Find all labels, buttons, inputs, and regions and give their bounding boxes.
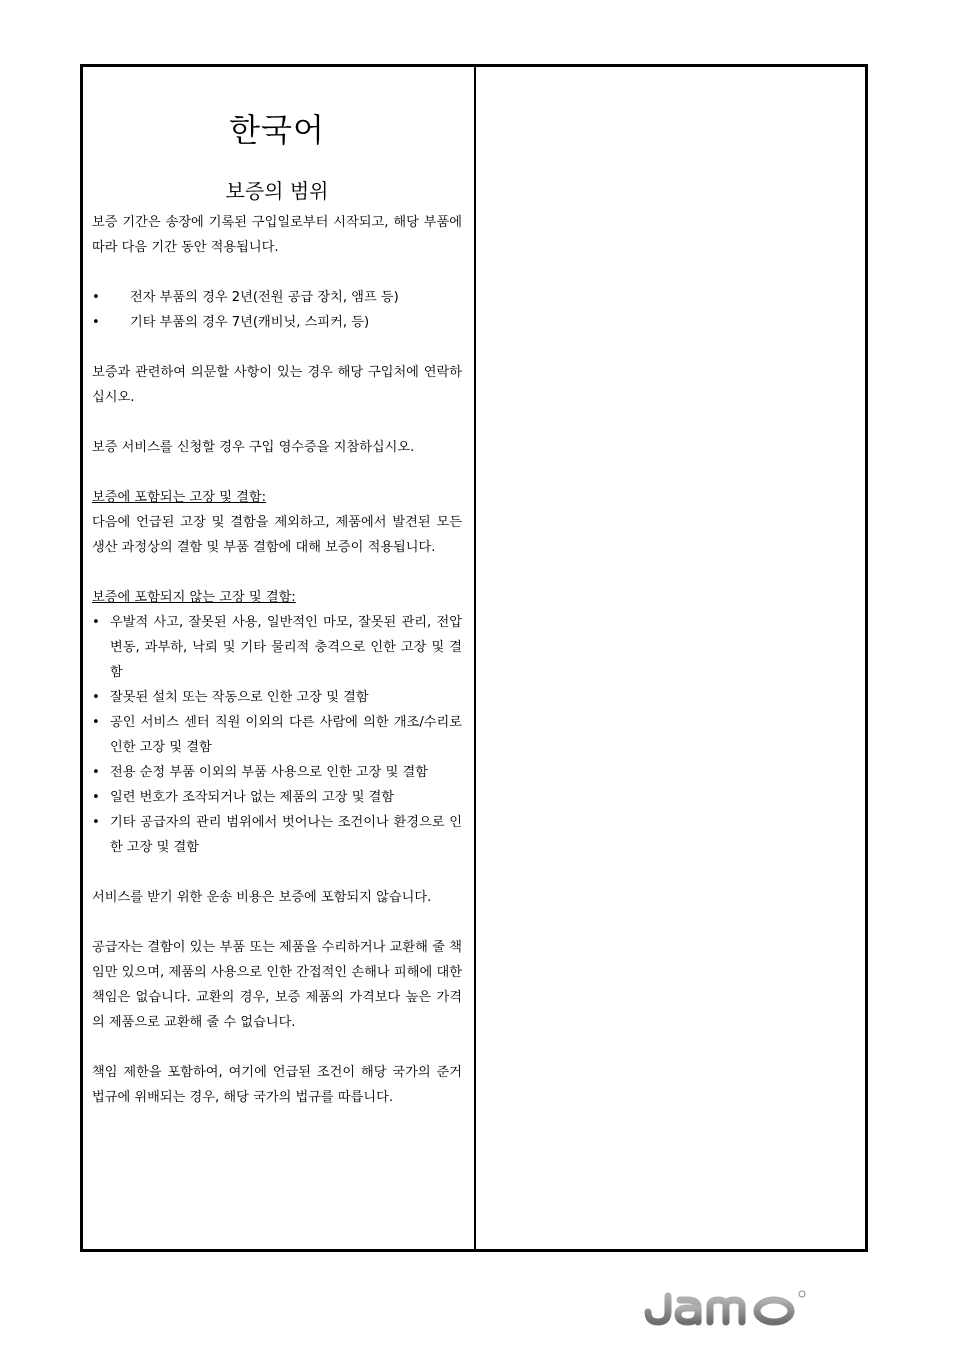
intro-paragraph: 보증 기간은 송장에 기록된 구입일로부터 시작되고, 해당 부품에 따라 다음 기간 동안 적용됩니다. <box>92 215 462 255</box>
list-item: • 일련 번호가 조작되거나 없는 제품의 고장 및 결함 <box>92 785 462 810</box>
law-paragraph: 책임 제한을 포함하여, 여기에 언급된 조건이 해당 국가의 준거 법규에 위배되는 경우, 해당 국가의 법규를 따릅니다. <box>92 1065 462 1105</box>
not-covered-list <box>92 610 462 860</box>
document-frame <box>80 64 868 1252</box>
shipping-paragraph: 서비스를 받기 위한 운송 비용은 보증에 포함되지 않습니다. <box>92 890 432 905</box>
jamo-logo-icon <box>644 1284 809 1328</box>
period-list <box>92 285 462 335</box>
covered-heading: 보증에 포함되는 고장 및 결함: <box>92 490 267 505</box>
list-item: • 잘못된 설치 또는 작동으로 인한 고장 및 결함 <box>92 685 462 710</box>
left-column <box>83 67 476 1249</box>
contact-paragraph: 보증과 관련하여 의문할 사항이 있는 경우 해당 구입처에 연락하십시오. <box>92 365 462 405</box>
language-title: 한국어 <box>229 111 325 149</box>
list-item: • 전용 순정 부품 이외의 부품 사용으로 인한 고장 및 결함 <box>92 760 462 785</box>
receipt-paragraph: 보증 서비스를 신청할 경우 구입 영수증을 지참하십시오. <box>92 440 415 455</box>
not-covered-heading: 보증에 포함되지 않는 고장 및 결함: <box>92 590 296 605</box>
list-item: • 기타 부품의 경우 7년(캐비닛, 스피커, 등) <box>92 310 462 335</box>
section-title: 보증의 범위 <box>225 179 329 203</box>
liability-paragraph: 공급자는 결함이 있는 부품 또는 제품을 수리하거나 교환해 줄 책임만 있으며, 제품의 사용으로 인한 간접적인 손해나 피해에 대한 책임은 없습니다. 교환의 경우, 보증 제품의 가격보다 높은 가격의 제품으로 교환해 줄 수 없습니다. <box>92 940 462 1030</box>
list-item: • 공인 서비스 센터 직원 이외의 다른 사람에 의한 개조/수리로 인한 고장 및 결함 <box>92 710 462 760</box>
list-item: • 우발적 사고, 잘못된 사용, 일반적인 마모, 잘못된 관리, 전압 변동, 과부하, 낙뢰 및 기타 물리적 충격으로 인한 고장 및 결함 <box>92 610 462 685</box>
covered-paragraph: 다음에 언급된 고장 및 결함을 제외하고, 제품에서 발견된 모든 생산 과정상의 결함 및 부품 결함에 대해 보증이 적용됩니다. <box>92 515 462 555</box>
right-column <box>476 67 865 1249</box>
list-item: • 기타 공급자의 관리 범위에서 벗어나는 조건이나 환경으로 인한 고장 및 결함 <box>92 810 462 860</box>
list-item: • 전자 부품의 경우 2년(전원 공급 장치, 앰프 등) <box>92 285 462 310</box>
